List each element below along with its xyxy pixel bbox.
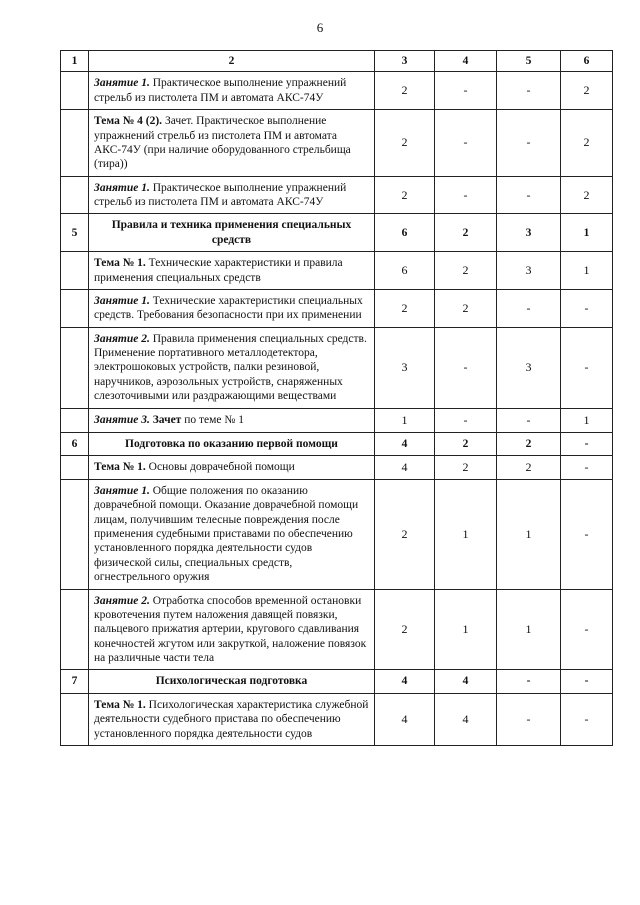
hours-cell-c5: - xyxy=(497,110,561,177)
hours-cell-c5: 3 xyxy=(497,327,561,408)
row-description-cell xyxy=(89,252,375,290)
training-plan-table xyxy=(60,50,613,746)
hours-cell-c3: 4 xyxy=(375,455,435,479)
hours-cell-c3: 4 xyxy=(375,693,435,745)
row-description-cell: Правила и техника применения специальных средств xyxy=(89,214,375,252)
row-number-cell: 6 xyxy=(61,432,89,455)
hours-cell-c3: 6 xyxy=(375,214,435,252)
table-header-row xyxy=(61,51,613,72)
row-description-cell xyxy=(89,479,375,589)
row-description-cell xyxy=(89,589,375,670)
row-number-cell xyxy=(61,479,89,589)
row-description-cell xyxy=(89,693,375,745)
hours-cell-c6: 2 xyxy=(561,110,613,177)
hours-cell-c6: - xyxy=(561,589,613,670)
table-row xyxy=(61,110,613,177)
row-number-cell xyxy=(61,176,89,214)
table-row xyxy=(61,72,613,110)
table-row xyxy=(61,176,613,214)
hours-cell-c6: - xyxy=(561,327,613,408)
row-number-cell xyxy=(61,110,89,177)
hours-cell-c6: - xyxy=(561,670,613,693)
table-row xyxy=(61,252,613,290)
page-number: 6 xyxy=(316,20,324,35)
row-number-cell xyxy=(61,252,89,290)
hours-cell-c3: 4 xyxy=(375,670,435,693)
row-number-cell xyxy=(61,327,89,408)
row-number-cell: 5 xyxy=(61,214,89,252)
row-description-cell xyxy=(89,176,375,214)
row-description-cell xyxy=(89,327,375,408)
hours-cell-c4: - xyxy=(435,408,497,432)
row-number-cell: 7 xyxy=(61,670,89,693)
section-row xyxy=(61,432,613,455)
table-row xyxy=(61,327,613,408)
header-cell: 5 xyxy=(497,51,561,72)
lesson-label: Занятие 1. xyxy=(94,294,150,307)
hours-cell-c6: 2 xyxy=(561,176,613,214)
hours-cell-c5: 2 xyxy=(497,432,561,455)
hours-cell-c6: - xyxy=(561,289,613,327)
topic-label: Тема № 1. xyxy=(94,460,146,473)
row-description-cell xyxy=(89,408,375,432)
hours-cell-c5: 1 xyxy=(497,589,561,670)
row-number-cell xyxy=(61,693,89,745)
hours-cell-c3: 2 xyxy=(375,589,435,670)
hours-cell-c5: 2 xyxy=(497,455,561,479)
row-text: Правила применения специальных средств. Применение портативного металлодетектора, электрошоковых устройств, палки резиновой, наручников, аэрозольных устройств, снаряженных слезоточивыми или раздражающими веществами xyxy=(94,332,367,403)
hours-cell-c5: - xyxy=(497,72,561,110)
hours-cell-c5: - xyxy=(497,176,561,214)
row-description-cell xyxy=(89,110,375,177)
hours-cell-c4: - xyxy=(435,327,497,408)
hours-cell-c3: 6 xyxy=(375,252,435,290)
row-number-cell xyxy=(61,289,89,327)
table-row xyxy=(61,455,613,479)
hours-cell-c4: 1 xyxy=(435,589,497,670)
row-number-cell xyxy=(61,455,89,479)
row-text: Психологическая характеристика служебной деятельности судебного пристава по обеспечению установленного порядка деятельности судов xyxy=(94,698,369,740)
lesson-label: Занятие 1. xyxy=(94,484,150,497)
row-text: Общие положения по оказанию доврачебной помощи. Оказание доврачебной помощи лицам, получившим телесные повреждения после применения судебными приставами по обеспечению установленного порядка деятельности судов физической силы, специальных средств, огнестрельного оружия xyxy=(94,484,359,584)
hours-cell-c3: 2 xyxy=(375,110,435,177)
topic-label: Тема № 1. xyxy=(94,257,146,270)
hours-cell-c3: 1 xyxy=(375,408,435,432)
row-text: Отработка способов временной остановки кровотечения путем наложения давящей повязки, пальцевого прижатия артерии, кругового сдавливания конечностей жгутом или закруткой, наложение повязок на различные части тела xyxy=(94,594,367,664)
hours-cell-c4: 2 xyxy=(435,455,497,479)
hours-cell-c4: 4 xyxy=(435,693,497,745)
hours-cell-c3: 3 xyxy=(375,327,435,408)
row-text: Зачет. Практическое выполнение упражнений стрельб из пистолета ПМ и автомата АКС-74У (при наличие оборудованного стрельбища (тира)) xyxy=(94,115,351,171)
table-row xyxy=(61,589,613,670)
hours-cell-c4: 2 xyxy=(435,289,497,327)
hours-cell-c3: 2 xyxy=(375,289,435,327)
hours-cell-c5: - xyxy=(497,693,561,745)
row-text: Технические характеристики специальных средств. Требования безопасности при их применении xyxy=(94,294,363,322)
hours-cell-c4: 2 xyxy=(435,252,497,290)
hours-cell-c5: 3 xyxy=(497,214,561,252)
table-row xyxy=(61,479,613,589)
row-description-cell xyxy=(89,455,375,479)
hours-cell-c4: - xyxy=(435,110,497,177)
hours-cell-c4: 2 xyxy=(435,432,497,455)
lesson-label: Занятие 2. xyxy=(94,594,150,607)
section-row xyxy=(61,214,613,252)
hours-cell-c6: - xyxy=(561,693,613,745)
row-text: Практическое выполнение упражнений стрельб из пистолета ПМ и автомата АКС-74У xyxy=(94,77,347,104)
hours-cell-c4: 1 xyxy=(435,479,497,589)
hours-cell-c6: - xyxy=(561,432,613,455)
row-text: Зачет по теме № 1 xyxy=(152,413,244,426)
hours-cell-c6: 1 xyxy=(561,214,613,252)
hours-cell-c3: 2 xyxy=(375,72,435,110)
hours-cell-c5: - xyxy=(497,670,561,693)
lesson-label: Занятие 3. xyxy=(94,413,150,426)
hours-cell-c6: 2 xyxy=(561,72,613,110)
hours-cell-c5: 3 xyxy=(497,252,561,290)
hours-cell-c4: 4 xyxy=(435,670,497,693)
hours-cell-c4: - xyxy=(435,176,497,214)
header-cell: 3 xyxy=(375,51,435,72)
row-description-cell xyxy=(89,289,375,327)
table-row xyxy=(61,693,613,745)
row-number-cell xyxy=(61,589,89,670)
topic-label: Тема № 1. xyxy=(94,698,146,711)
header-cell: 4 xyxy=(435,51,497,72)
hours-cell-c3: 2 xyxy=(375,479,435,589)
lesson-label: Занятие 1. xyxy=(94,181,150,194)
topic-label: Тема № 4 (2). xyxy=(94,115,163,128)
lesson-label: Занятие 2. xyxy=(94,332,150,345)
hours-cell-c6: 1 xyxy=(561,252,613,290)
header-cell: 1 xyxy=(61,51,89,72)
hours-cell-c3: 4 xyxy=(375,432,435,455)
row-description-cell: Подготовка по оказанию первой помощи xyxy=(89,432,375,455)
row-number-cell xyxy=(61,72,89,110)
table-row xyxy=(61,289,613,327)
lesson-label: Занятие 1. xyxy=(94,77,150,90)
row-description-cell: Психологическая подготовка xyxy=(89,670,375,693)
row-text: Технические характеристики и правила применения специальных средств xyxy=(94,257,343,284)
hours-cell-c5: - xyxy=(497,408,561,432)
hours-cell-c5: - xyxy=(497,289,561,327)
hours-cell-c3: 2 xyxy=(375,176,435,214)
hours-cell-c6: 1 xyxy=(561,408,613,432)
table-row xyxy=(61,408,613,432)
row-text: Практическое выполнение упражнений стрельб из пистолета ПМ и автомата АКС-74У xyxy=(94,181,347,208)
hours-cell-c5: 1 xyxy=(497,479,561,589)
hours-cell-c6: - xyxy=(561,455,613,479)
hours-cell-c4: 2 xyxy=(435,214,497,252)
section-row xyxy=(61,670,613,693)
header-cell: 2 xyxy=(89,51,375,72)
row-number-cell xyxy=(61,408,89,432)
row-description-cell xyxy=(89,72,375,110)
hours-cell-c6: - xyxy=(561,479,613,589)
row-text: Основы доврачебной помощи xyxy=(145,460,295,473)
hours-cell-c4: - xyxy=(435,72,497,110)
header-cell: 6 xyxy=(561,51,613,72)
